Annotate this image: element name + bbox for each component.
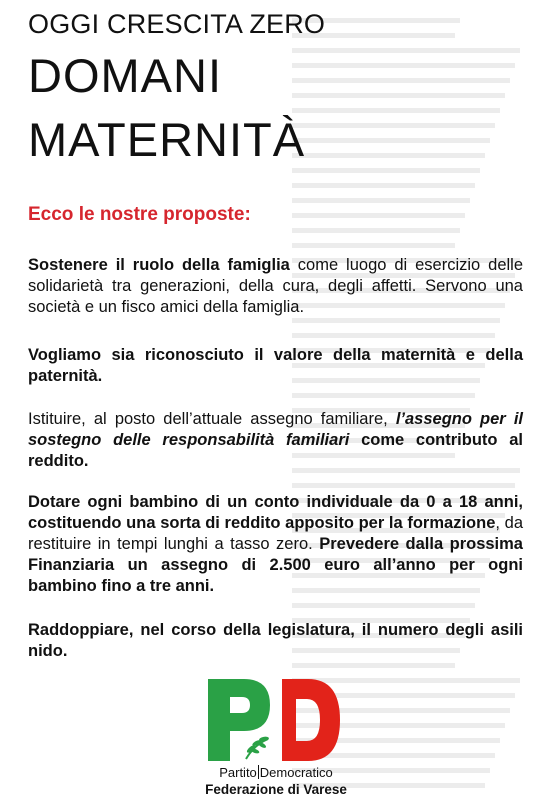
show-through-line: [292, 393, 475, 398]
pd-logo-green-p: [208, 679, 270, 761]
show-through-line: [292, 108, 500, 113]
proposal-allowance-name: l’assegno per il sostegno delle responsabilità familiari: [28, 410, 523, 449]
show-through-line: [292, 483, 515, 488]
title-line-3: MATERNITÀ: [28, 113, 306, 166]
pd-logo-red-d: [280, 679, 340, 761]
proposal-child-account-lead: Dotare ogni bambino di un conto individuale da 0 a 18 anni, costituendo una sorta di reddito apposito per la formazione: [28, 493, 523, 532]
logo-caption: [196, 765, 356, 799]
show-through-line: [292, 663, 455, 668]
party-name-part1: Partito: [219, 765, 257, 780]
party-name-separator: [258, 765, 259, 779]
show-through-line: [292, 63, 515, 68]
show-through-line: [292, 153, 485, 158]
proposals-heading: Ecco le nostre proposte:: [28, 204, 251, 225]
show-through-line: [292, 213, 465, 218]
show-through-line: [292, 228, 460, 233]
show-through-line: [292, 603, 475, 608]
show-through-line: [292, 78, 510, 83]
show-through-line: [292, 138, 490, 143]
show-through-line: [292, 93, 505, 98]
party-name: [196, 765, 356, 781]
proposal-child-account-text: , da restituire in tempi lunghi a tasso zero.: [28, 514, 523, 553]
proposal-child-account: [28, 492, 523, 597]
proposal-family-text: come luogo di esercizio delle solidarietà tra generazioni, della cura, degli affetti. Servono una società e un fisco amici della famiglia.: [28, 256, 524, 316]
show-through-line: [292, 318, 500, 323]
title-line-2: DOMANI: [28, 49, 222, 102]
proposal-nurseries: Raddoppiare, nel corso della legislatura, il numero degli asili nido.: [28, 621, 523, 660]
pd-logo-icon: [208, 679, 340, 761]
title-line-1: OGGI CRESCITA ZERO: [28, 9, 326, 39]
proposal-allowance: [28, 409, 523, 472]
show-through-line: [292, 183, 475, 188]
show-through-line: [292, 168, 480, 173]
party-name-part2: Democratico: [259, 765, 333, 780]
proposal-allowance-end: come contributo al reddito.: [28, 431, 523, 470]
federation-name: Federazione di Varese: [205, 782, 347, 797]
show-through-line: [292, 333, 495, 338]
proposal-allowance-intro: Istituire, al posto dell’attuale assegno familiare,: [28, 410, 396, 428]
show-through-line: [292, 243, 455, 248]
proposal-parenthood: Vogliamo sia riconosciuto il valore della maternità e della paternità.: [28, 346, 523, 385]
proposal-family: [28, 255, 523, 318]
proposal-child-allowance: Prevedere dalla prossima Finanziaria un assegno di 2.500 euro all’anno per ogni bambino fino a tre anni.: [28, 535, 523, 595]
show-through-line: [292, 198, 470, 203]
show-through-line: [292, 48, 520, 53]
show-through-line: [292, 123, 495, 128]
proposal-family-lead: Sostenere il ruolo della famiglia: [28, 256, 290, 274]
